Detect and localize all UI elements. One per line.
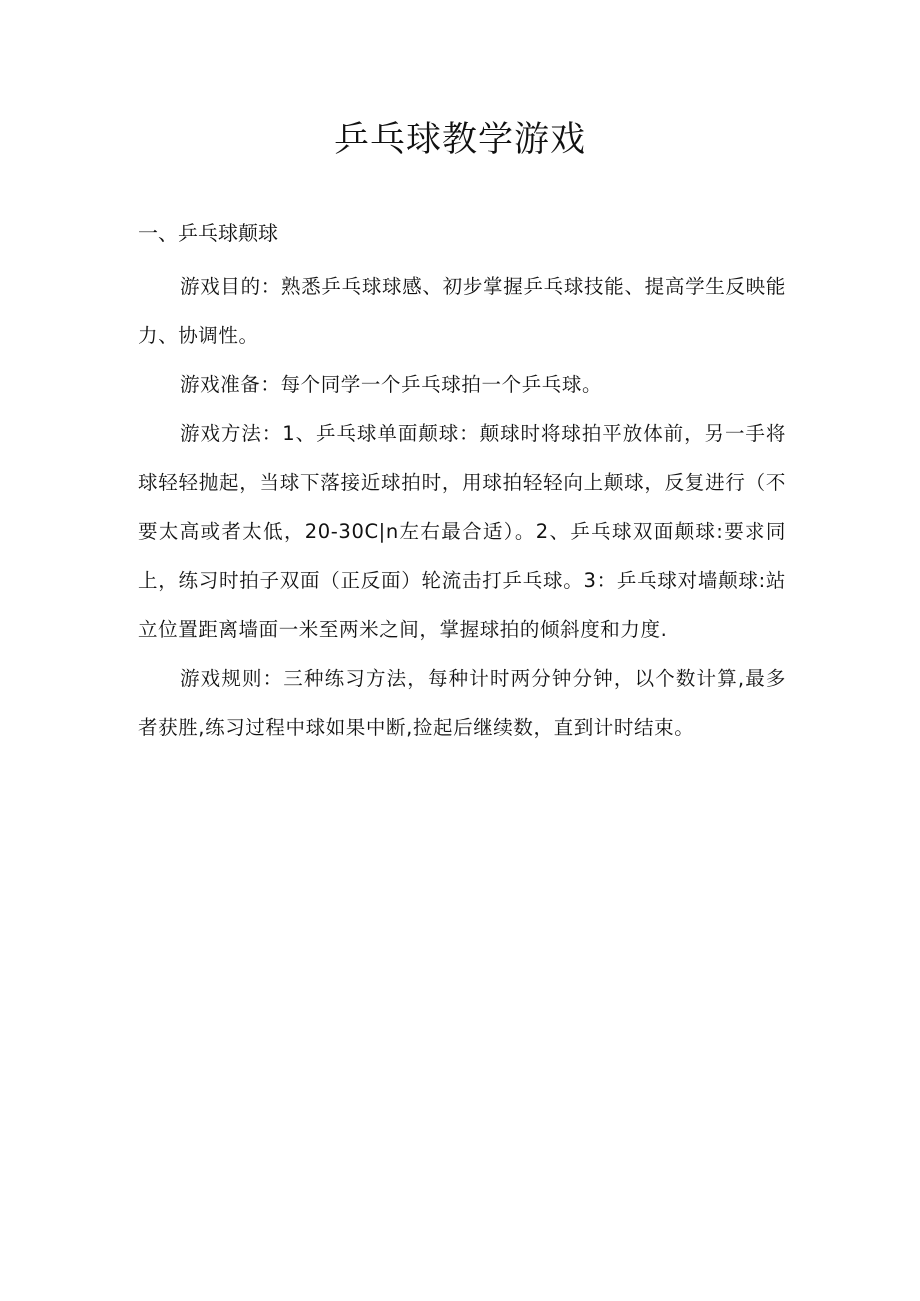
paragraph-preparation: 游戏准备：每个同学一个乒乓球拍一个乒乓球。 <box>180 373 603 396</box>
document-title: 乒乓球教学游戏 <box>333 120 586 160</box>
paragraph-purpose: 游戏目的：熟悉乒乓球球感、初步掌握乒乓球技能、提高学生反映能力、协调性。 <box>138 275 786 347</box>
section-heading: 一、乒乓球颠球 <box>138 221 278 245</box>
section-body <box>138 262 786 752</box>
paragraph-method: 游戏方法：1、乒乓球单面颠球：颠球时将球拍平放体前，另一手将球轻轻抛起，当球下落接近球拍时，用球拍轻轻向上颠球，反复进行（不要太高或者太低，20-30C|n左右最合适）。2、乒乓球双面颠球:要求同上，练习时拍子双面（正反面）轮流击打乒乓球。3：乒乓球对墙颠球:站立位置距离墙面一米至两米之间，掌握球拍的倾斜度和力度. <box>138 422 786 641</box>
paragraph-rules: 游戏规则：三种练习方法，每种计时两分钟分钟，以个数计算,最多者获胜,练习过程中球如果中断,捡起后继续数，直到计时结束。 <box>138 667 786 739</box>
